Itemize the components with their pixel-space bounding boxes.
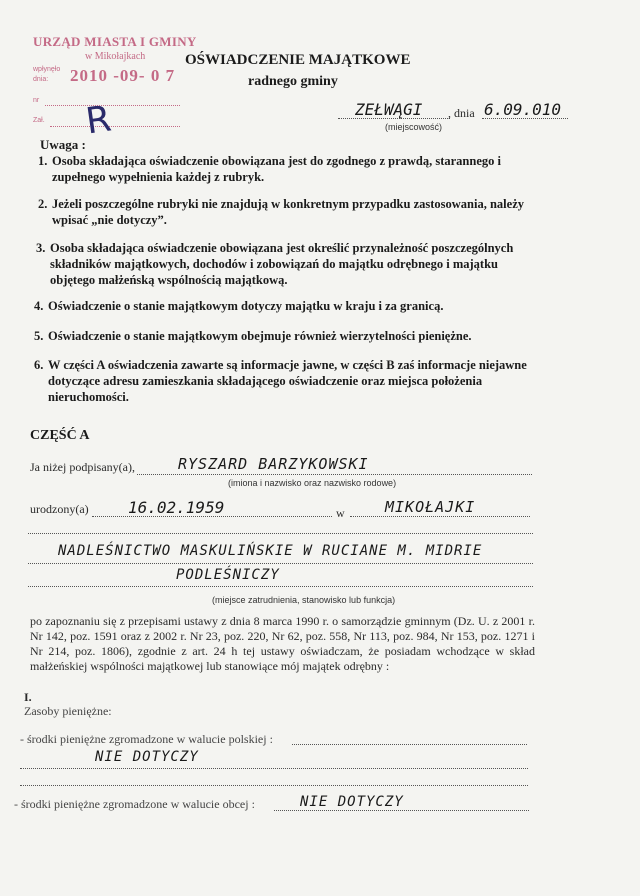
remark-number: 4. bbox=[34, 299, 44, 313]
stamp-place: w Mikołajkach bbox=[85, 51, 146, 62]
foreign-value: NIE DOTYCZY bbox=[300, 794, 404, 810]
stamp-nr-label: nr bbox=[33, 97, 40, 104]
born-in-label: w bbox=[336, 506, 345, 520]
statement-text: po zapoznaniu się z przepisami ustawy z dnia 8 marca 1990 r. o samorządzie gminnym (Dz. U. z 2001 r. Nr 142, poz. 1591 oraz z 2002 r. Nr 23, poz. 220, Nr 62, poz. 558, Nr 113, poz. 984, Nr 153, poz. 1271 i Nr 214, poz. 1806), zgodnie z art. 24 h tej ustawy oświadczam, że posiadam wchodzące w skład małżeńskiej wspólności majątkowej lub stanowiące mój majątek odrębny : bbox=[30, 614, 535, 673]
signer-label: Ja niżej podpisany(a), bbox=[30, 460, 135, 474]
pln-line-2 bbox=[20, 768, 528, 769]
remark-item bbox=[34, 357, 539, 407]
remarks-heading: Uwaga : bbox=[40, 137, 86, 152]
stamp-zal-line bbox=[50, 126, 180, 127]
stamp-office: URZĄD MIASTA I GMINY bbox=[33, 34, 197, 49]
remark-item bbox=[34, 328, 539, 346]
born-place-line bbox=[350, 516, 530, 517]
document-subtitle: radnego gminy bbox=[248, 74, 338, 89]
remark-text: Osoba składająca oświadczenie obowiązana jest określić przynależność poszczególnych składników majątkowych, dochodów i zobowiązań do majątku odrębnego i majątku objętego małżeńską wspólnością majątkową. bbox=[50, 241, 514, 287]
date-value: 6.09.010 bbox=[484, 100, 562, 119]
stamp-day-label: dnia: bbox=[33, 76, 49, 83]
document-title: OŚWIADCZENIE MAJĄTKOWE bbox=[185, 52, 411, 68]
remark-number: 2. bbox=[38, 197, 48, 211]
remark-number: 3. bbox=[36, 241, 46, 255]
remark-item bbox=[38, 196, 543, 230]
remark-item bbox=[38, 153, 543, 187]
remark-number: 5. bbox=[34, 329, 44, 343]
foreign-label: - środki pieniężne zgromadzone w walucie obcej : bbox=[14, 797, 255, 811]
section-heading: Zasoby pieniężne: bbox=[24, 704, 112, 718]
remark-item bbox=[36, 240, 543, 290]
remark-text: Oświadczenie o stanie majątkowym dotyczy majątku w kraju i za granicą. bbox=[48, 299, 444, 313]
employment-line-2 bbox=[28, 586, 533, 587]
stamp-received-label: wpłynęło bbox=[33, 66, 61, 73]
remark-text: Osoba składająca oświadczenie obowiązana jest do zgodnego z prawdą, starannego i zupełnego wypełnienia każdej z rubryk. bbox=[52, 154, 501, 184]
signer-line bbox=[137, 474, 532, 475]
employment-caption: (miejsce zatrudnienia, stanowisko lub funkcja) bbox=[212, 595, 396, 605]
born-date: 16.02.1959 bbox=[128, 498, 225, 517]
born-place: MIKOŁAJKI bbox=[385, 498, 476, 516]
stamp-zal-label: Zał. bbox=[33, 117, 45, 124]
place-caption: (miejscowość) bbox=[385, 122, 443, 132]
signer-value: RYSZARD BARZYKOWSKI bbox=[178, 455, 369, 473]
place-value: ZEŁWĄGI bbox=[355, 100, 423, 119]
pln-label: - środki pieniężne zgromadzone w walucie polskiej : bbox=[20, 732, 273, 746]
born-label: urodzony(a) bbox=[30, 502, 89, 516]
stamp-date: 2010 -09- 0 7 bbox=[70, 66, 176, 85]
stamp-nr-line bbox=[45, 105, 180, 106]
date-label: , dnia bbox=[448, 106, 475, 120]
pln-line bbox=[292, 744, 527, 745]
section-number: I. bbox=[24, 690, 32, 704]
employment-value-1: NADLEŚNICTWO MASKULIŃSKIE W RUCIANE M. MIDRIE bbox=[58, 543, 483, 559]
pln-line-3 bbox=[20, 785, 528, 786]
remark-text: Oświadczenie o stanie majątkowym obejmuje również wierzytelności pieniężne. bbox=[48, 329, 472, 343]
pln-value: NIE DOTYCZY bbox=[95, 749, 199, 765]
signer-caption: (imiona i nazwisko oraz nazwisko rodowe) bbox=[228, 478, 397, 488]
remark-text: W części A oświadczenia zawarte są informacje jawne, w części B zaś informacje niejawne dotyczące adresu zamieszkania składającego oświadczenie oraz miejsca położenia nieruchomości. bbox=[48, 358, 527, 404]
employment-value-2: PODLEŚNICZY bbox=[176, 567, 280, 583]
blank-line bbox=[28, 533, 533, 534]
foreign-line bbox=[274, 810, 529, 811]
remark-text: Jeżeli poszczególne rubryki nie znajdują w konkretnym przypadku zastosowania, należy wpisać „nie dotyczy”. bbox=[52, 197, 524, 227]
handwritten-initial: R bbox=[83, 98, 114, 143]
remark-number: 6. bbox=[34, 358, 44, 372]
remark-number: 1. bbox=[38, 154, 48, 168]
remark-item bbox=[34, 298, 539, 316]
employment-line-1 bbox=[28, 563, 533, 564]
part-a-heading: CZĘŚĆ A bbox=[30, 428, 90, 443]
